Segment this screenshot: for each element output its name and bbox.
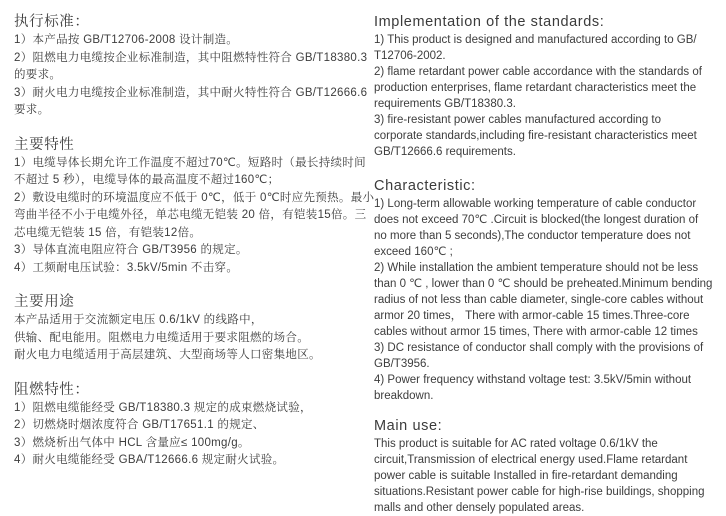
section-heading-main-use-en: Main use: [374,418,443,434]
section-main-use-zh [14,292,364,365]
text-line: circuit,Transmission of electrical energy used.Flame retardant [374,454,688,466]
section-main-use-en [374,416,722,516]
text-line: 芯电缆无铠装 15 倍，有铠装12倍。 [14,226,202,239]
text-line: malls and other densely populated areas. [374,502,585,514]
text-line: 2) flame retardant power cable accordance with the standards of [374,66,702,78]
text-line: 的要求。 [14,69,62,81]
text-line: 供输、配电能用。阻燃电力电缆适用于要求阻燃的场合。 [14,331,309,344]
text-line: production enterprises, flame retardant characteristics meet the [374,82,697,94]
text-line: 1）本产品按 GB/T12706-2008 设计制造。 [14,34,239,46]
text-line: 不超过 5 秒），电缆导体的最高温度不超过160℃； [14,174,280,186]
section-heading-main-characteristics-zh: 主要特性 [14,136,75,153]
text-line: does not exceed 70℃ .Circuit is blocked(the longest duration of [374,214,699,226]
text-line: 本产品适用于交流额定电压 0.6/1kV 的线路中， [14,314,263,326]
text-line: power cable is suitable Installed in fire-retardant demanding [374,470,678,482]
text-line: armor 20 times， There with armor-cable 15 times.Three-core [374,310,690,322]
text-line: 要求。 [14,104,50,116]
text-line: 4）工频耐电压试验：3.5kV/5min 不击穿。 [14,261,239,274]
text-line: situations.Resistant power cable for high-rise buildings, shopping [374,486,705,498]
text-line: This product is suitable for AC rated voltage 0.6/1kV the [374,438,658,450]
text-line: breakdown. [374,390,434,402]
text-line: 2）敷设电缆时的环境温度应不低于 0℃，低于 0℃时应先预热。最小 [14,191,375,204]
section-heading-main-use-zh: 主要用途 [14,294,75,310]
text-line: 1）阻燃电缆能经受 GB/T18380.3 规定的成束燃烧试验， [14,401,312,414]
section-execution-standards-zh [14,12,368,120]
text-line: 1) This product is designed and manufactured according to GB/ [374,34,697,46]
text-line: 4) Power frequency withstand voltage test: 3.5kV/5min without [374,374,692,386]
text-line: 3）导体直流电阻应符合 GB/T3956 的规定。 [14,244,248,256]
text-line: exceed 160℃ ; [374,246,453,258]
section-heading-implementation-standards-en: Implementation of the standards: [374,14,605,30]
section-characteristic-en [374,176,722,404]
text-line: 2）阻燃电力电缆按企业标准制造，其中阻燃特性符合 GB/T18380.3 [14,51,368,64]
text-line: requirements GB/T18380.3. [374,98,516,110]
text-line: GB/T12666.6 requirements. [374,146,516,158]
section-implementation-standards-en [374,12,722,160]
text-line: 2）切燃烧时烟浓度符合 GB/T17651.1 的规定、 [14,419,265,431]
text-line: than 0 ℃ , lower than 0 ℃ should be preheated.Minimum bending [374,278,713,290]
section-flame-retardant-characteristics-zh [14,380,364,470]
text-line: 耐火电力电缆适用于高层建筑、大型商场等人口密集地区。 [14,349,321,361]
text-line: 2) While installation the ambient temperature should not be less [374,262,699,274]
text-line: T12706-2002. [374,50,446,62]
section-heading-characteristic-en: Characteristic: [374,178,476,194]
text-line: 3）耐火电力电缆按企业标准制造，其中耐火特性符合 GB/T12666.6 [14,86,368,99]
english-column [374,12,722,516]
text-line: 4）耐火电缆能经受 GBA/T12666.6 规定耐火试验。 [14,454,285,466]
chinese-column [14,12,375,485]
text-line: 3) DC resistance of conductor shall comply with the provisions of [374,342,704,354]
text-line: 1) Long-term allowable working temperature of cable conductor [374,198,697,210]
text-line: 3) fire-resistant power cables manufactured according to [374,114,662,126]
text-line: GB/T3956. [374,358,430,370]
text-line: radius of not less than cable diameter, single-core cables without [374,294,704,306]
text-line: 3）燃烧析出气体中 HCL 含量应≤ 100mg/g。 [14,436,250,449]
text-line: 弯曲半径不小于电缆外径，单芯电缆无铠装 20 倍，有铠装15倍。三 [14,209,367,221]
section-heading-flame-retardant-characteristics-zh: 阻燃特性： [14,381,90,398]
text-line: 1）电缆导体长期允许工作温度不超过70℃。短路时（最长持续时间 [14,156,366,169]
section-main-characteristics-zh [14,135,375,278]
text-line: no more than 5 seconds),The conductor temperature does not [374,230,691,242]
text-line: cables without armor 15 times, There with armor-cable 12 times [374,326,698,338]
text-line: corporate standards,including fire-resistant characteristics meet [374,130,697,142]
section-heading-execution-standards-zh: 执行标准： [14,14,90,30]
